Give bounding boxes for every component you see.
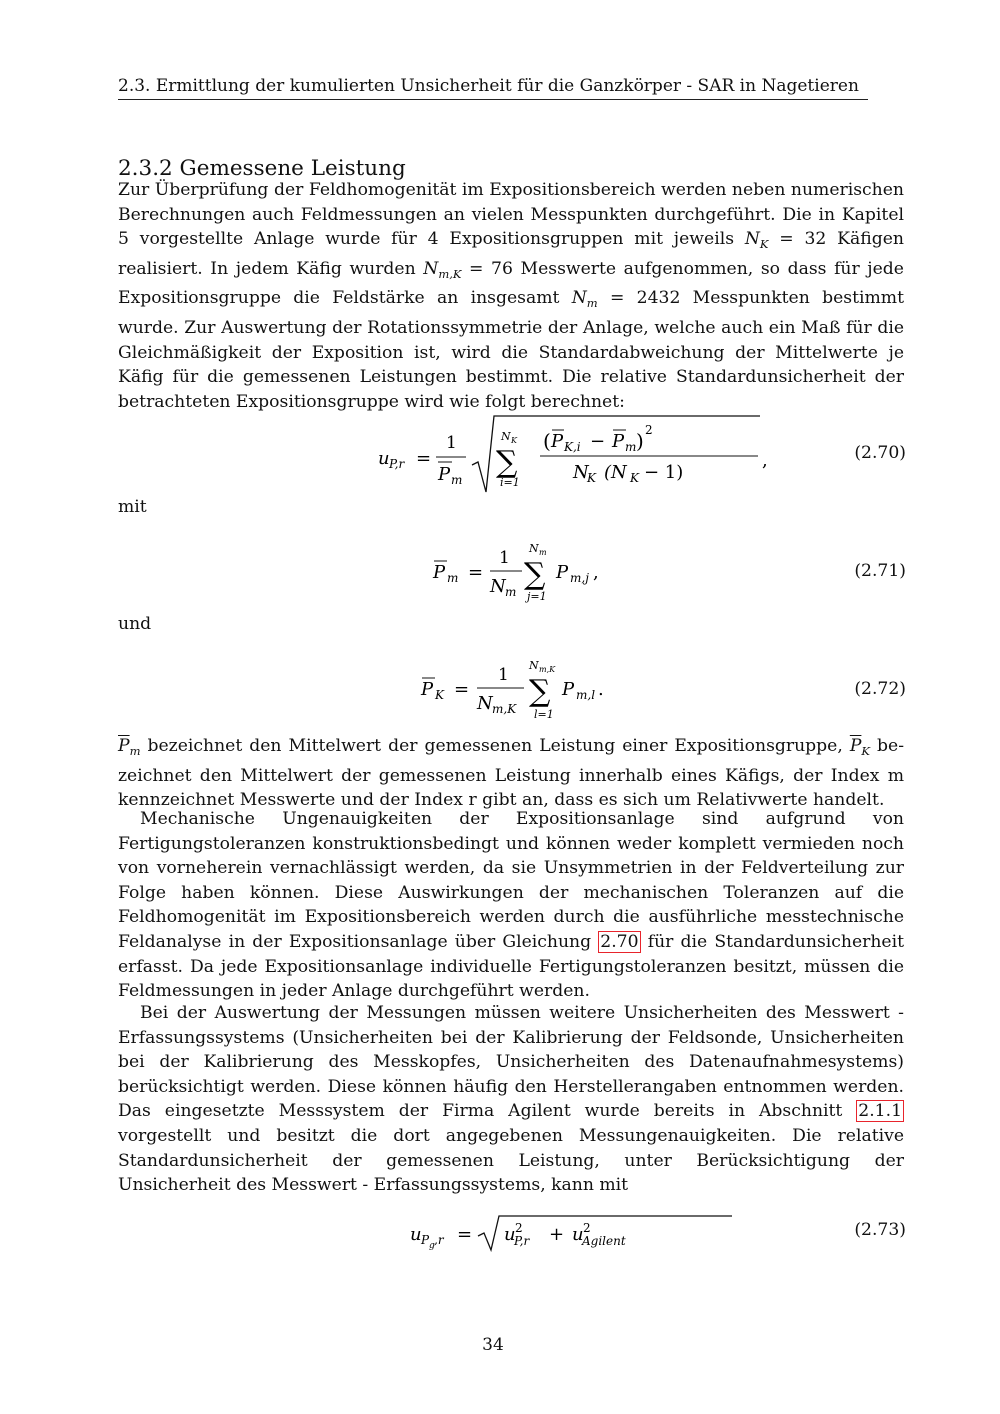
equation-reference-link[interactable]: 2.70 [600, 931, 639, 952]
sigma-icon: ∑ [529, 674, 551, 709]
eq71-den-sub: m [505, 585, 517, 599]
eq70-equals: = [416, 448, 432, 469]
text-run: Bei der Auswertung der Messungen müssen weitere Unsicherheiten des Messwert - Erfassungssystems (Unsicherheiten bei der Kalibrierung der Feldsonde, Unsicherheiten bei der Kalibrierung des Messkopfes, Unsicherheiten des Datenaufnahmesystems) berücksichtigt werden. Diese können häufig den Herstellerangaben entnommen werden. Das eingesetzte Messsystem der Firma Agilent wurde bereits in Abschnitt [118, 1003, 904, 1122]
symbol-pk: $\overline{P}$ [849, 736, 862, 756]
paren-close: ) [636, 429, 644, 453]
section-title: 2.3.2 Gemessene Leistung [118, 155, 406, 181]
eq70-num-p2: P [612, 431, 625, 452]
text-run: = 2432 Messpunkten bestimmt wurde. Zur Auswertung der Rotationssymmetrie der Anlage, welche auch ein Maß für die Gleichmäßigkeit der Exposition ist, wird die Standardabweichung der Mittelwerte je Käfig für die gemessenen Leistungen bestimmt. Die relative Standardunsicherheit der betrachteten Expositionsgruppe wird wie folgt berechnet: [118, 288, 904, 412]
symbol-pk-sub: K [861, 744, 870, 758]
text-run: bezeichnet den Mittelwert der gemessenen Leistung einer Expositionsgruppe, [140, 736, 850, 756]
equation-number: (2.72) [854, 679, 906, 699]
eq71-lhs: P [433, 562, 446, 583]
eq72-den: N [477, 693, 493, 714]
eq72-sum-top-sub: m,K [539, 665, 556, 674]
eq70-den-p: P [438, 464, 451, 485]
text-run: = 32 Käfigen realisiert. In jedem Käfig wurden [118, 229, 904, 279]
eq72-sum-top: N [529, 659, 539, 672]
eq71-equals: = [468, 562, 484, 583]
eq71-one: 1 [499, 548, 510, 568]
equation-2-73-graphic [402, 1208, 742, 1258]
connector-mit: mit [118, 497, 147, 517]
eq73-lhs-sub3: ,r [434, 1233, 444, 1247]
text-run: Zur Überprüfung der Feldhomogenität im Expositionsbereich werden neben numerischen Berechnungen auch Feldmessungen an vielen Messpunkten durchgeführt. Die in Kapitel 5 vorgestellte Anlage wurde für 4 Expositionsgruppen mit jeweils [118, 180, 904, 250]
eq71-den: N [490, 576, 506, 597]
eq73-t2-sub: Agilent [582, 1234, 626, 1248]
eq72-one: 1 [498, 665, 509, 685]
eq70-sum-top-sub: K [511, 436, 517, 445]
symbol-nk: $N_K$ [744, 229, 769, 252]
eq73-lhs: u [410, 1224, 422, 1245]
eq70-sum-top: N [501, 430, 511, 443]
equation-2-72-graphic [412, 652, 732, 732]
equation-2-71 [118, 534, 904, 614]
eq70-den-p-sub: m [451, 473, 463, 487]
eq71-comma: , [593, 562, 599, 583]
eq73-plus: + [549, 1224, 565, 1245]
paragraph-definitions [118, 734, 904, 813]
eq72-term: P [562, 679, 575, 700]
eq72-equals: = [454, 679, 470, 700]
text-run: vorgestellt und besitzt die dort angegebenen Messungenauigkeiten. Die relative Standardunsicherheit der gemessenen Leistung, unter Berücksichtigung der Unsicherheit des Messwert - Erfassungssystems, kann mit [118, 1125, 904, 1196]
eq72-term-sub: m,l [576, 688, 596, 702]
eq71-term: P [556, 562, 569, 583]
eq70-den-expr2-sub: K [630, 471, 639, 485]
eq71-sum-top: N [529, 542, 539, 555]
eq70-num-p1-sub: K,i [564, 440, 581, 454]
eq73-t2: u [572, 1224, 584, 1245]
eq70-lhs: u [378, 448, 390, 469]
equation-2-73 [118, 1208, 904, 1258]
eq73-t1-sub: P,r [514, 1234, 530, 1248]
symbol-nm: $N_m$ [571, 288, 598, 311]
sigma-icon: ∑ [524, 557, 546, 592]
equation-number: (2.71) [854, 561, 906, 581]
eq70-num-sq: 2 [645, 423, 653, 437]
page-number: 34 [482, 1335, 504, 1355]
text-run: für die Standardunsicherheit erfasst. Da jede Expositionsanlage individuelle Fertigungstoleranzen besitzt, müssen die Feldmessungen in jeder Anlage durchgeführt werden. [118, 931, 904, 1002]
eq70-den-expr: N [573, 462, 589, 483]
eq70-one: 1 [446, 433, 457, 453]
equation-2-70 [118, 410, 904, 500]
equation-number: (2.73) [854, 1220, 906, 1240]
eq72-lhs: P [421, 679, 434, 700]
eq71-sum-top-sub: m [539, 548, 547, 557]
eq70-lhs-sub: P,r [389, 457, 405, 471]
section-reference-link[interactable]: 2.1.1 [858, 1101, 902, 1122]
eq72-lhs-sub: K [435, 688, 444, 702]
equation-2-70-graphic [368, 410, 928, 500]
eq70-num-p2-sub: m [625, 440, 637, 454]
eq72-sum-bottom: l=1 [534, 708, 554, 721]
text-run: = 76 Messwerte aufgenommen, so dass für jede Expositionsgruppe die Feldstärke an insgesamt [118, 258, 904, 309]
eq73-t1-sup: 2 [515, 1221, 523, 1235]
eq70-den-expr-sub: K [587, 471, 596, 485]
eq73-t1: u [504, 1224, 516, 1245]
equation-number: (2.70) [854, 443, 906, 463]
symbol-pm: $\overline{P}$ [118, 736, 130, 756]
text-run: bezeichnet den Mittelwert der gemessenen Leistung innerhalb eines Käfigs, der Index m kennzeichnet Messwerte und der Index r gibt an, dass es sich um Relativwerte handelt. [118, 736, 904, 811]
eq73-lhs-sub2: g [429, 1241, 435, 1251]
eq72-den-sub: m,K [492, 702, 517, 716]
eq70-den-expr2: (N [604, 462, 627, 483]
text-run: Mechanische Ungenauigkeiten der Expositionsanlage sind aufgrund von Fertigungstoleranzen konstruktionsbedingt und können weder komplett vermieden noch von vorneherein vernachlässigt werden, da sie Unsymmetrien in der Feldverteilung zur Folge haben können. Diese Auswirkungen der mechanischen Toleranzen auf die Feldhomogenität im Expositionsbereich werden durch die ausführliche messtechnische Feldanalyse in der Expositionsanlage über Gleichung [118, 809, 904, 952]
eq71-term-sub: m,j [570, 571, 589, 585]
eq70-num-p1: P [551, 431, 564, 452]
eq70-minus: − [590, 431, 606, 452]
paren-open: ( [543, 429, 551, 453]
eq70-comma: , [762, 450, 768, 471]
eq73-equals: = [457, 1224, 473, 1245]
equation-2-72 [118, 652, 904, 732]
paragraph-tolerances [118, 807, 904, 1004]
eq70-sum-bottom: i=1 [500, 476, 520, 489]
running-header: 2.3. Ermittlung der kumulierten Unsicherheit für die Ganzkörper - SAR in Nagetieren [118, 76, 868, 100]
paragraph-intro [118, 178, 904, 414]
sigma-icon: ∑ [496, 445, 518, 480]
eq70-den-expr3: − 1) [644, 462, 684, 483]
symbol-pm-sub: m [129, 744, 141, 758]
connector-und: und [118, 614, 152, 634]
symbol-nmk: $N_{m,K}$ [423, 258, 462, 281]
eq73-t2-sup: 2 [583, 1221, 591, 1235]
paragraph-measurement-system [118, 1001, 904, 1198]
equation-2-71-graphic [424, 534, 724, 614]
eq71-lhs-sub: m [447, 571, 459, 585]
eq72-period: . [598, 679, 604, 700]
eq71-sum-bottom: j=1 [527, 590, 547, 603]
eq73-lhs-sub: P [421, 1233, 430, 1247]
